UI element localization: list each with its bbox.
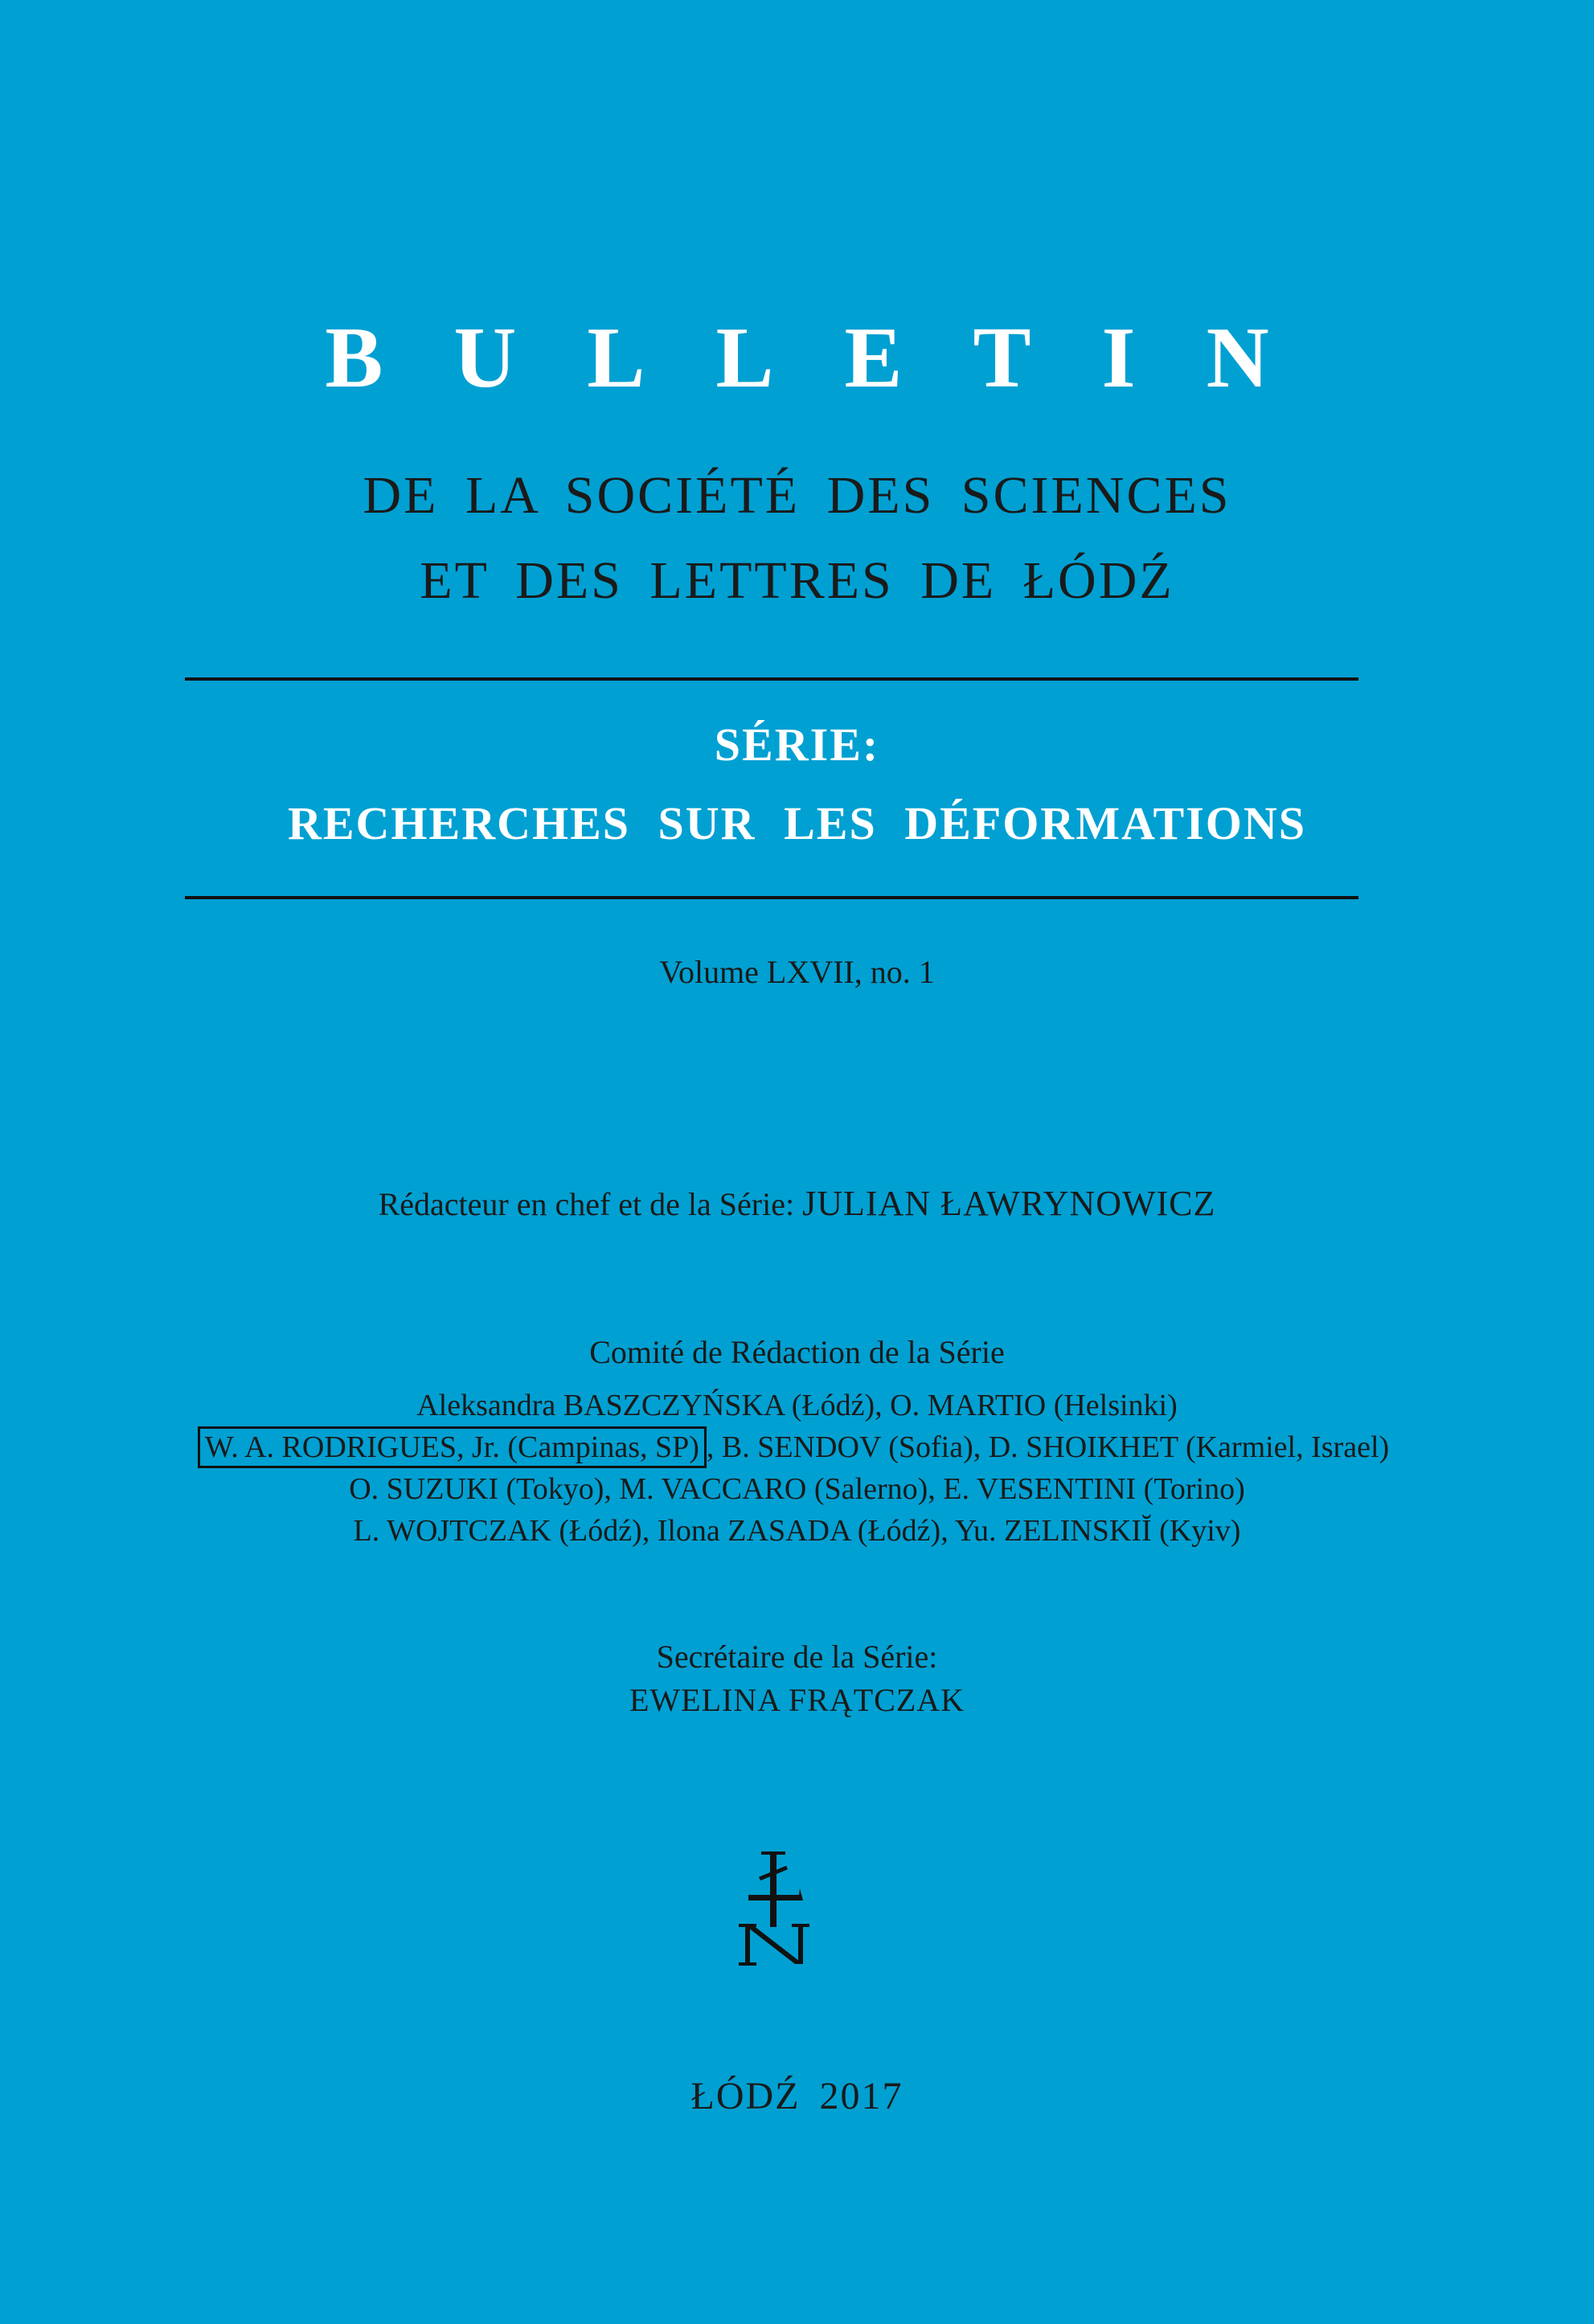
committee-line-4: L. WOJTCZAK (Łódź), Ilona ZASADA (Łódź), Yu. ZELINSKIĬ (Kyiv): [353, 1514, 1241, 1548]
secretary-title: Secrétaire de la Série:: [656, 1639, 938, 1675]
ltn-monogram-logo-icon: [724, 1848, 821, 1969]
committee-title: Comité de Rédaction de la Série: [589, 1334, 1005, 1370]
committee-line-1: Aleksandra BASZCZYŃSKA (Łódź), O. MARTIO (Helsinki): [416, 1389, 1178, 1422]
journal-title: BULLETIN: [325, 310, 1340, 406]
editor-name: JULIAN ŁAWRYNOWICZ: [802, 1184, 1216, 1223]
secretary-name: EWELINA FRĄTCZAK: [629, 1682, 965, 1718]
committee-line-3: O. SUZUKI (Tokyo), M. VACCARO (Salerno), E. VESENTINI (Torino): [349, 1472, 1245, 1506]
committee-line-2-rest: , B. SENDOV (Sofia), D. SHOIKHET (Karmiel, Israel): [706, 1430, 1390, 1464]
bottom-divider: [185, 896, 1358, 899]
journal-subtitle-line2: ET DES LETTRES DE ŁÓDŹ: [420, 551, 1174, 610]
volume-number: Volume LXVII, no. 1: [659, 954, 935, 990]
place-and-year: ŁÓDŹ 2017: [690, 2075, 904, 2117]
series-name: RECHERCHES SUR LES DÉFORMATIONS: [287, 797, 1307, 849]
editor-line: [0, 1186, 1594, 1221]
editor-label: Rédacteur en chef et de la Série:: [378, 1186, 795, 1222]
journal-subtitle-line1: DE LA SOCIÉTÉ DES SCIENCES: [363, 466, 1231, 525]
top-divider: [185, 677, 1358, 681]
committee-line-2: [0, 1432, 1594, 1463]
series-label: SÉRIE:: [714, 718, 880, 771]
highlighted-member: W. A. RODRIGUES, Jr. (Campinas, SP): [198, 1426, 707, 1468]
